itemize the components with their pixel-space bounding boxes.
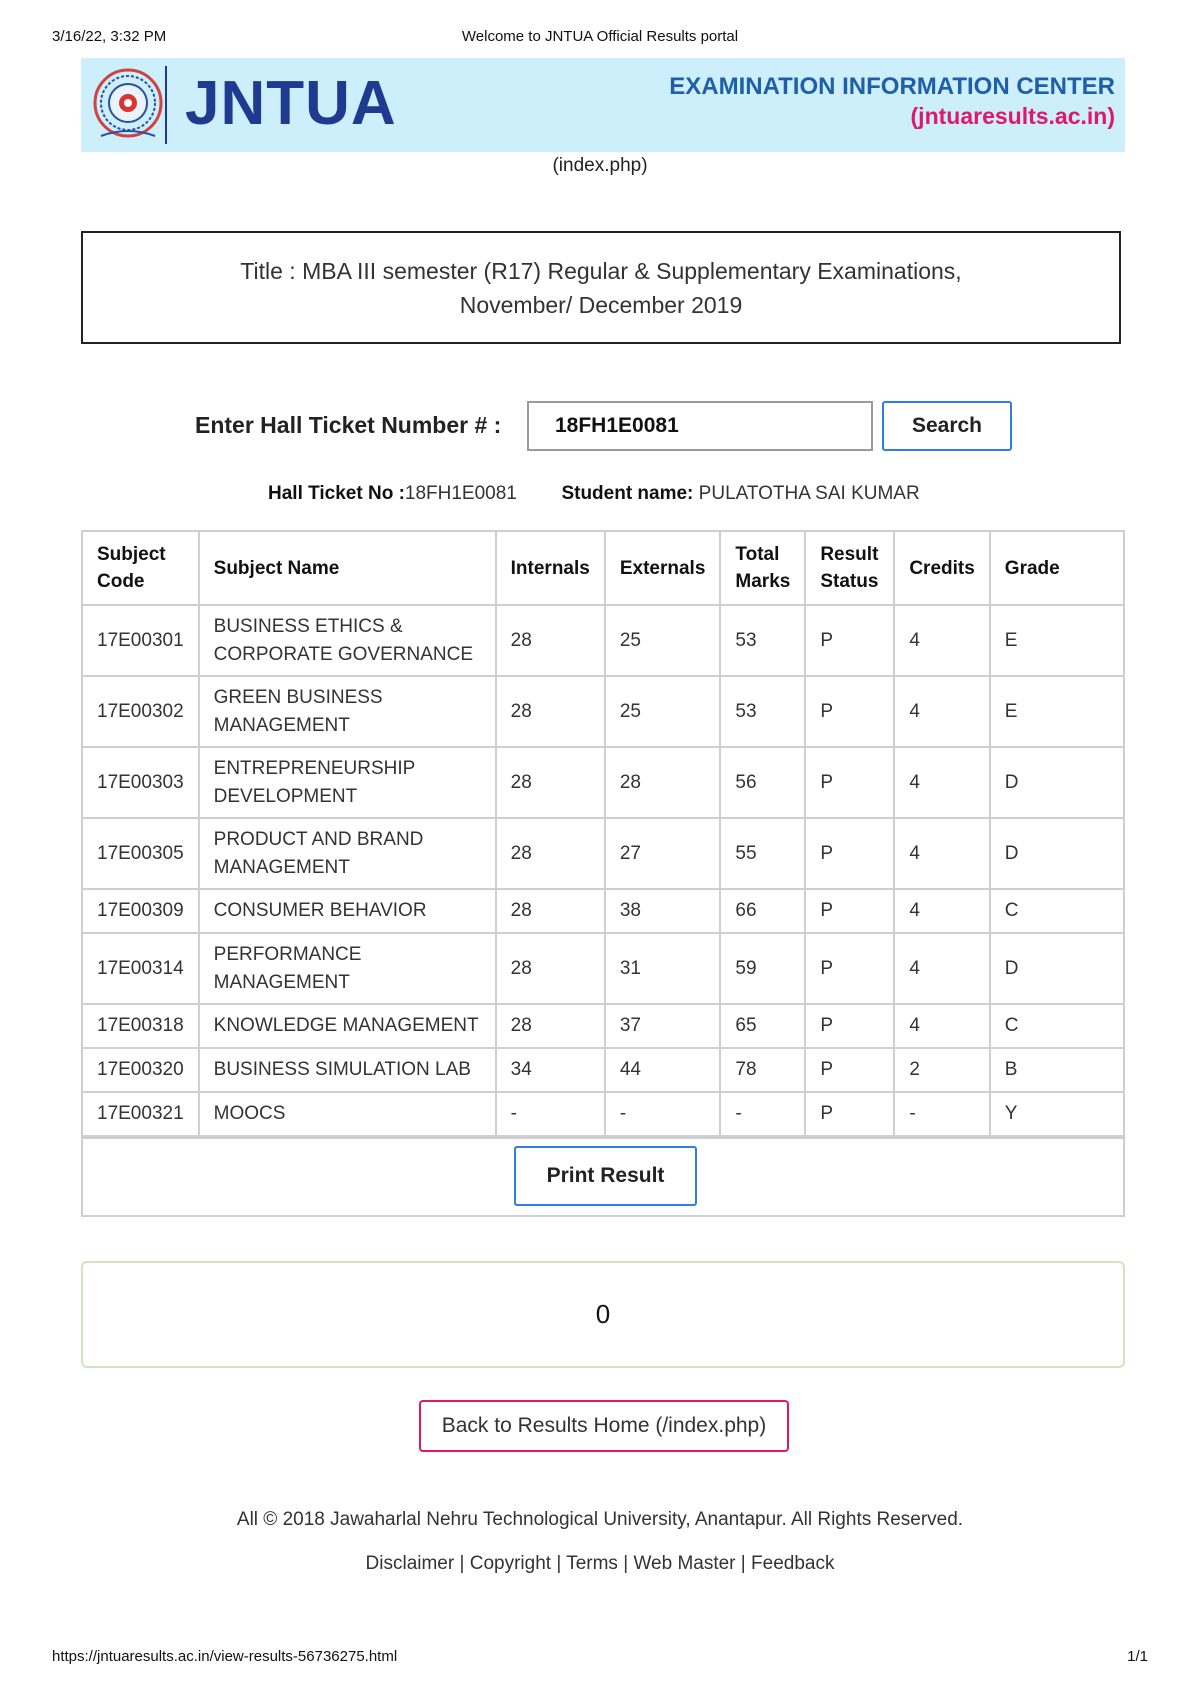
cell-subject-name: GREEN BUSINESS MANAGEMENT xyxy=(199,676,496,747)
cell-total-marks: 55 xyxy=(720,818,805,889)
cell-credits: 4 xyxy=(894,676,989,747)
cell-externals: 28 xyxy=(605,747,721,818)
cell-total-marks: 56 xyxy=(720,747,805,818)
footer-link-webmaster[interactable]: Web Master xyxy=(633,1553,736,1574)
cell-internals: 28 xyxy=(496,605,605,676)
center-name: EXAMINATION INFORMATION CENTER xyxy=(669,73,1115,100)
cell-total-marks: 53 xyxy=(720,605,805,676)
cell-internals: 28 xyxy=(496,1004,605,1048)
cell-subject-name: BUSINESS SIMULATION LAB xyxy=(199,1048,496,1092)
student-name-value: PULATOTHA SAI KUMAR xyxy=(698,483,920,504)
student-info xyxy=(268,483,920,505)
cell-externals: 27 xyxy=(605,818,721,889)
table-row xyxy=(83,676,1123,747)
cell-grade: D xyxy=(990,747,1123,818)
cell-externals: 31 xyxy=(605,933,721,1004)
cell-credits: 4 xyxy=(894,818,989,889)
cell-grade: Y xyxy=(990,1092,1123,1136)
cell-subject-code: 17E00309 xyxy=(83,889,199,933)
cell-subject-code: 17E00318 xyxy=(83,1004,199,1048)
counter-box xyxy=(81,1261,1125,1368)
cell-subject-name: CONSUMER BEHAVIOR xyxy=(199,889,496,933)
print-page-title: Welcome to JNTUA Official Results portal xyxy=(461,28,739,45)
search-button[interactable]: Search xyxy=(882,401,1012,451)
cell-grade: E xyxy=(990,605,1123,676)
exam-title: Title : MBA III semester (R17) Regular & Supplementary Examinations, November/ December 2019 xyxy=(81,231,1121,344)
cell-grade: E xyxy=(990,676,1123,747)
hall-ticket-input[interactable] xyxy=(527,401,873,451)
cell-subject-name: MOOCS xyxy=(199,1092,496,1136)
cell-externals: 25 xyxy=(605,605,721,676)
cell-subject-code: 17E00321 xyxy=(83,1092,199,1136)
index-link[interactable]: (index.php) xyxy=(552,155,648,176)
cell-internals: 34 xyxy=(496,1048,605,1092)
brand-name: JNTUA xyxy=(185,69,397,138)
cell-internals: 28 xyxy=(496,889,605,933)
cell-total-marks: 65 xyxy=(720,1004,805,1048)
footer-link-disclaimer[interactable]: Disclaimer xyxy=(365,1553,455,1574)
print-header xyxy=(52,28,1148,48)
footer-link-feedback[interactable]: Feedback xyxy=(751,1553,835,1574)
cell-result-status: P xyxy=(805,676,894,747)
print-url: https://jntuaresults.ac.in/view-results-56736275.html xyxy=(52,1648,398,1665)
cell-subject-name: PRODUCT AND BRAND MANAGEMENT xyxy=(199,818,496,889)
cell-total-marks: 66 xyxy=(720,889,805,933)
col-subject-name: Subject Name xyxy=(199,532,496,605)
cell-credits: - xyxy=(894,1092,989,1136)
cell-externals: 25 xyxy=(605,676,721,747)
col-total-marks: Total Marks xyxy=(720,532,805,605)
footer-link-terms[interactable]: Terms xyxy=(566,1553,618,1574)
cell-credits: 4 xyxy=(894,605,989,676)
copyright-text: All © 2018 Jawaharlal Nehru Technological University, Anantapur. All Rights Reserved. xyxy=(236,1509,964,1530)
print-datetime: 3/16/22, 3:32 PM xyxy=(52,28,167,45)
col-subject-code: Subject Code xyxy=(83,532,199,605)
cell-subject-code: 17E00303 xyxy=(83,747,199,818)
cell-subject-code: 17E00302 xyxy=(83,676,199,747)
cell-credits: 4 xyxy=(894,747,989,818)
col-externals: Externals xyxy=(605,532,721,605)
back-to-home-button[interactable]: Back to Results Home (/index.php) xyxy=(419,1400,789,1452)
print-row xyxy=(83,1137,1123,1215)
cell-credits: 4 xyxy=(894,933,989,1004)
cell-internals: 28 xyxy=(496,747,605,818)
footer-links: Disclaimer | Copyright | Terms | Web Master | Feedback xyxy=(365,1553,835,1574)
cell-subject-code: 17E00301 xyxy=(83,605,199,676)
hall-ticket-no-label: Hall Ticket No : xyxy=(268,483,405,504)
counter-value: 0 xyxy=(595,1299,611,1329)
cell-internals: - xyxy=(496,1092,605,1136)
cell-internals: 28 xyxy=(496,818,605,889)
table-row xyxy=(83,1004,1123,1048)
cell-result-status: P xyxy=(805,1092,894,1136)
hall-ticket-label: Enter Hall Ticket Number # : xyxy=(195,412,502,438)
search-form xyxy=(0,401,1200,453)
cell-internals: 28 xyxy=(496,933,605,1004)
cell-internals: 28 xyxy=(496,676,605,747)
cell-result-status: P xyxy=(805,818,894,889)
cell-grade: C xyxy=(990,1004,1123,1048)
cell-externals: - xyxy=(605,1092,721,1136)
cell-grade: B xyxy=(990,1048,1123,1092)
table-header-row xyxy=(83,532,1123,605)
cell-externals: 37 xyxy=(605,1004,721,1048)
table-row xyxy=(83,818,1123,889)
cell-subject-name: KNOWLEDGE MANAGEMENT xyxy=(199,1004,496,1048)
site-banner[interactable] xyxy=(81,58,1125,152)
cell-credits: 4 xyxy=(894,1004,989,1048)
cell-subject-name: ENTREPRENEURSHIP DEVELOPMENT xyxy=(199,747,496,818)
table-row xyxy=(83,1048,1123,1092)
cell-credits: 4 xyxy=(894,889,989,933)
cell-result-status: P xyxy=(805,933,894,1004)
cell-subject-name: PERFORMANCE MANAGEMENT xyxy=(199,933,496,1004)
cell-externals: 38 xyxy=(605,889,721,933)
cell-result-status: P xyxy=(805,889,894,933)
table-row xyxy=(83,605,1123,676)
results-panel xyxy=(81,530,1125,1217)
student-name-label: Student name: xyxy=(561,483,694,504)
cell-total-marks: - xyxy=(720,1092,805,1136)
cell-result-status: P xyxy=(805,747,894,818)
cell-externals: 44 xyxy=(605,1048,721,1092)
table-row xyxy=(83,933,1123,1004)
col-grade: Grade xyxy=(990,532,1123,605)
cell-grade: D xyxy=(990,933,1123,1004)
cell-subject-code: 17E00320 xyxy=(83,1048,199,1092)
cell-total-marks: 53 xyxy=(720,676,805,747)
results-table xyxy=(83,532,1123,1137)
print-page-number: 1/1 xyxy=(1127,1648,1148,1665)
university-emblem-icon xyxy=(89,66,167,144)
site-url: (jntuaresults.ac.in) xyxy=(910,103,1115,129)
print-result-button[interactable]: Print Result xyxy=(514,1146,697,1206)
col-internals: Internals xyxy=(496,532,605,605)
footer-link-copyright[interactable]: Copyright xyxy=(469,1553,552,1574)
cell-subject-code: 17E00305 xyxy=(83,818,199,889)
cell-credits: 2 xyxy=(894,1048,989,1092)
cell-total-marks: 59 xyxy=(720,933,805,1004)
cell-grade: C xyxy=(990,889,1123,933)
cell-result-status: P xyxy=(805,1004,894,1048)
cell-grade: D xyxy=(990,818,1123,889)
table-row xyxy=(83,889,1123,933)
table-row xyxy=(83,747,1123,818)
table-row xyxy=(83,1092,1123,1136)
cell-total-marks: 78 xyxy=(720,1048,805,1092)
cell-result-status: P xyxy=(805,605,894,676)
banner-divider xyxy=(165,66,167,144)
col-result-status: Result Status xyxy=(805,532,894,605)
cell-subject-code: 17E00314 xyxy=(83,933,199,1004)
print-footer xyxy=(52,1648,1148,1668)
col-credits: Credits xyxy=(894,532,989,605)
hall-ticket-no-value: 18FH1E0081 xyxy=(404,483,517,504)
cell-subject-name: BUSINESS ETHICS & CORPORATE GOVERNANCE xyxy=(199,605,496,676)
cell-result-status: P xyxy=(805,1048,894,1092)
